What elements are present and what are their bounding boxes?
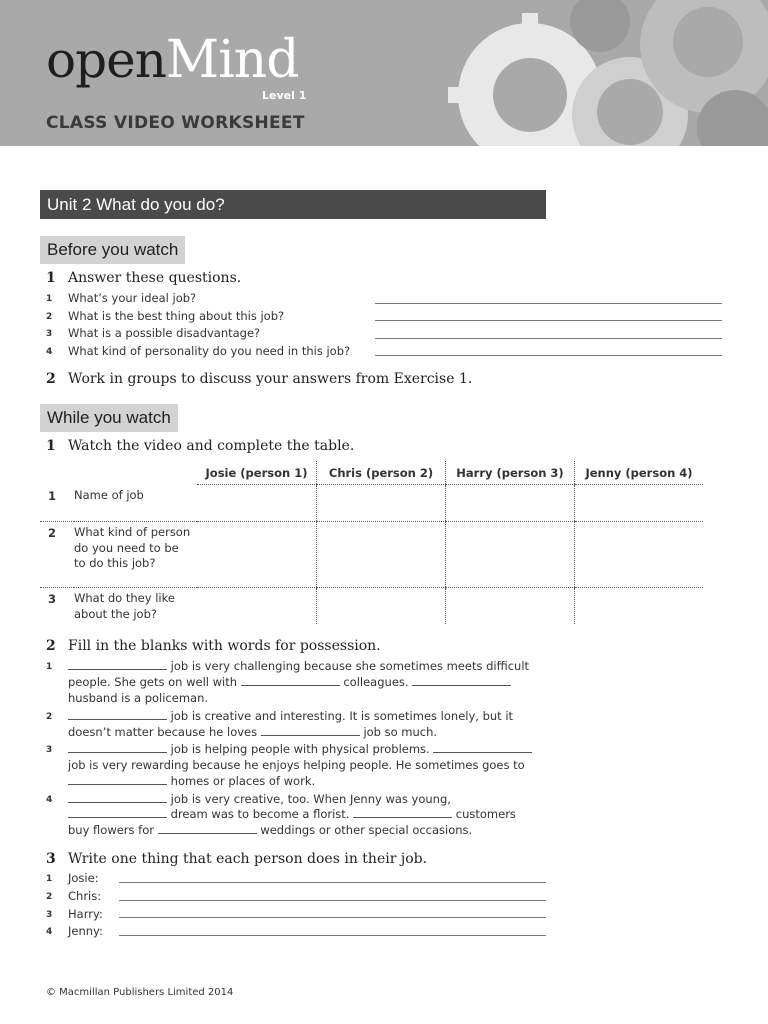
column-header: Jenny (person 4) bbox=[575, 461, 704, 485]
column-header: Chris (person 2) bbox=[317, 461, 446, 485]
fill-text: job so much. bbox=[363, 725, 438, 739]
row-number: 3 bbox=[48, 592, 57, 606]
answer-line[interactable] bbox=[375, 320, 722, 321]
exercise-title: Answer these questions. bbox=[68, 270, 242, 286]
item-number: 2 bbox=[46, 892, 53, 902]
exercise-title: Work in groups to discuss your answers from Exercise 1. bbox=[68, 371, 473, 387]
answer-cell[interactable] bbox=[197, 485, 317, 522]
table-row bbox=[40, 588, 703, 624]
table-row bbox=[40, 485, 703, 522]
worksheet-header bbox=[0, 0, 768, 146]
item-number: 4 bbox=[46, 795, 53, 805]
answer-line[interactable] bbox=[119, 917, 546, 918]
answer-cell[interactable] bbox=[317, 485, 446, 522]
exercise-title: Write one thing that each person does in their job. bbox=[68, 851, 428, 867]
fill-text: weddings or other special occasions. bbox=[260, 823, 473, 837]
exercise-number: 2 bbox=[46, 371, 56, 387]
blank-field[interactable] bbox=[68, 668, 167, 670]
corner-cell bbox=[40, 461, 74, 485]
fill-text: buy flowers for bbox=[68, 823, 154, 837]
question-text: What is the best thing about this job? bbox=[68, 309, 285, 323]
video-table bbox=[40, 461, 703, 624]
row-label: What do they like about the job? bbox=[74, 591, 175, 621]
exercise-number: 3 bbox=[46, 851, 56, 867]
worksheet-subtitle: CLASS VIDEO WORKSHEET bbox=[46, 113, 305, 133]
answer-cell[interactable] bbox=[446, 522, 575, 588]
corner-cell bbox=[74, 461, 197, 485]
question-text: What is a possible disadvantage? bbox=[68, 326, 261, 340]
question-text: What kind of personality do you need in this job? bbox=[68, 344, 351, 358]
fill-line bbox=[68, 774, 315, 788]
section-before-you-watch: Before you watch bbox=[40, 236, 185, 264]
answer-cell[interactable] bbox=[317, 588, 446, 624]
person-name: Jenny: bbox=[68, 924, 103, 938]
fill-text: job is very creative, too. When Jenny was young, bbox=[170, 792, 451, 806]
question-number: 2 bbox=[46, 312, 53, 322]
exercise-number: 1 bbox=[46, 270, 56, 286]
row-label: Name of job bbox=[74, 485, 197, 522]
fill-text: job is very rewarding because he enjoys helping people. He sometimes goes to bbox=[68, 758, 525, 772]
item-number: 2 bbox=[46, 712, 53, 722]
answer-line[interactable] bbox=[375, 338, 722, 339]
exercise-number: 1 bbox=[46, 438, 56, 454]
fill-text: job is creative and interesting. It is sometimes lonely, but it bbox=[170, 709, 514, 723]
answer-cell[interactable] bbox=[575, 522, 704, 588]
fill-line bbox=[68, 691, 208, 705]
blank-field[interactable] bbox=[241, 684, 340, 686]
row-label: What kind of person do you need to be to do this job? bbox=[74, 522, 197, 588]
table-row bbox=[40, 522, 703, 588]
blank-field[interactable] bbox=[412, 684, 511, 686]
fill-line bbox=[68, 675, 511, 689]
unit-title: Unit 2 What do you do? bbox=[40, 190, 546, 219]
blank-field[interactable] bbox=[353, 816, 452, 818]
fill-text: husband is a policeman. bbox=[68, 691, 209, 705]
answer-cell[interactable] bbox=[197, 522, 317, 588]
person-name: Josie: bbox=[68, 871, 99, 885]
blank-field[interactable] bbox=[433, 751, 532, 753]
answer-cell[interactable] bbox=[197, 588, 317, 624]
fill-text: customers bbox=[455, 807, 516, 821]
blank-field[interactable] bbox=[68, 751, 167, 753]
blank-field[interactable] bbox=[261, 734, 360, 736]
fill-line bbox=[68, 758, 525, 772]
fill-line bbox=[68, 792, 451, 806]
fill-text: doesn’t matter because he loves bbox=[68, 725, 258, 739]
copyright-footer: © Macmillan Publishers Limited 2014 bbox=[46, 987, 234, 998]
item-number: 4 bbox=[46, 927, 53, 937]
item-number: 3 bbox=[46, 745, 53, 755]
answer-cell[interactable] bbox=[575, 485, 704, 522]
blank-field[interactable] bbox=[68, 718, 167, 720]
blank-field[interactable] bbox=[158, 832, 257, 834]
blank-field[interactable] bbox=[68, 801, 167, 803]
exercise-number: 2 bbox=[46, 638, 56, 654]
column-header: Josie (person 1) bbox=[197, 461, 317, 485]
question-number: 3 bbox=[46, 329, 53, 339]
question-number: 1 bbox=[46, 294, 53, 304]
answer-cell[interactable] bbox=[446, 588, 575, 624]
fill-text: homes or places of work. bbox=[170, 774, 316, 788]
person-name: Chris: bbox=[68, 889, 102, 903]
logo-open-text: open bbox=[46, 31, 166, 89]
exercise-title: Watch the video and complete the table. bbox=[68, 438, 355, 454]
answer-line[interactable] bbox=[119, 882, 546, 883]
answer-line[interactable] bbox=[119, 900, 546, 901]
level-label: Level 1 bbox=[262, 89, 307, 102]
answer-cell[interactable] bbox=[575, 588, 704, 624]
blank-field[interactable] bbox=[68, 816, 167, 818]
blank-field[interactable] bbox=[68, 783, 167, 785]
fill-line bbox=[68, 823, 472, 837]
openmind-logo bbox=[46, 30, 299, 90]
item-number: 3 bbox=[46, 910, 53, 920]
fill-text: colleagues. bbox=[343, 675, 409, 689]
fill-line bbox=[68, 742, 532, 756]
logo-mind-text: Mind bbox=[165, 30, 299, 90]
fill-line bbox=[68, 725, 437, 739]
answer-cell[interactable] bbox=[446, 485, 575, 522]
fill-text: job is very challenging because she sometimes meets difficult bbox=[170, 659, 530, 673]
row-number: 2 bbox=[40, 522, 74, 588]
fill-text: job is helping people with physical problems. bbox=[170, 742, 430, 756]
column-header: Harry (person 3) bbox=[446, 461, 575, 485]
fill-line bbox=[68, 659, 529, 673]
question-number: 4 bbox=[46, 347, 53, 357]
section-while-you-watch: While you watch bbox=[40, 404, 178, 432]
row-number: 1 bbox=[40, 485, 74, 522]
answer-line[interactable] bbox=[119, 935, 546, 936]
answer-cell[interactable] bbox=[317, 522, 446, 588]
answer-line[interactable] bbox=[375, 355, 722, 356]
fill-line bbox=[68, 807, 516, 821]
fill-text: dream was to become a florist. bbox=[170, 807, 350, 821]
answer-line[interactable] bbox=[375, 303, 722, 304]
fill-line bbox=[68, 709, 513, 723]
item-number: 1 bbox=[46, 874, 53, 884]
question-text: What’s your ideal job? bbox=[68, 291, 197, 305]
item-number: 1 bbox=[46, 662, 53, 672]
person-name: Harry: bbox=[68, 907, 103, 921]
exercise-title: Fill in the blanks with words for possession. bbox=[68, 638, 381, 654]
fill-text: people. She gets on well with bbox=[68, 675, 238, 689]
